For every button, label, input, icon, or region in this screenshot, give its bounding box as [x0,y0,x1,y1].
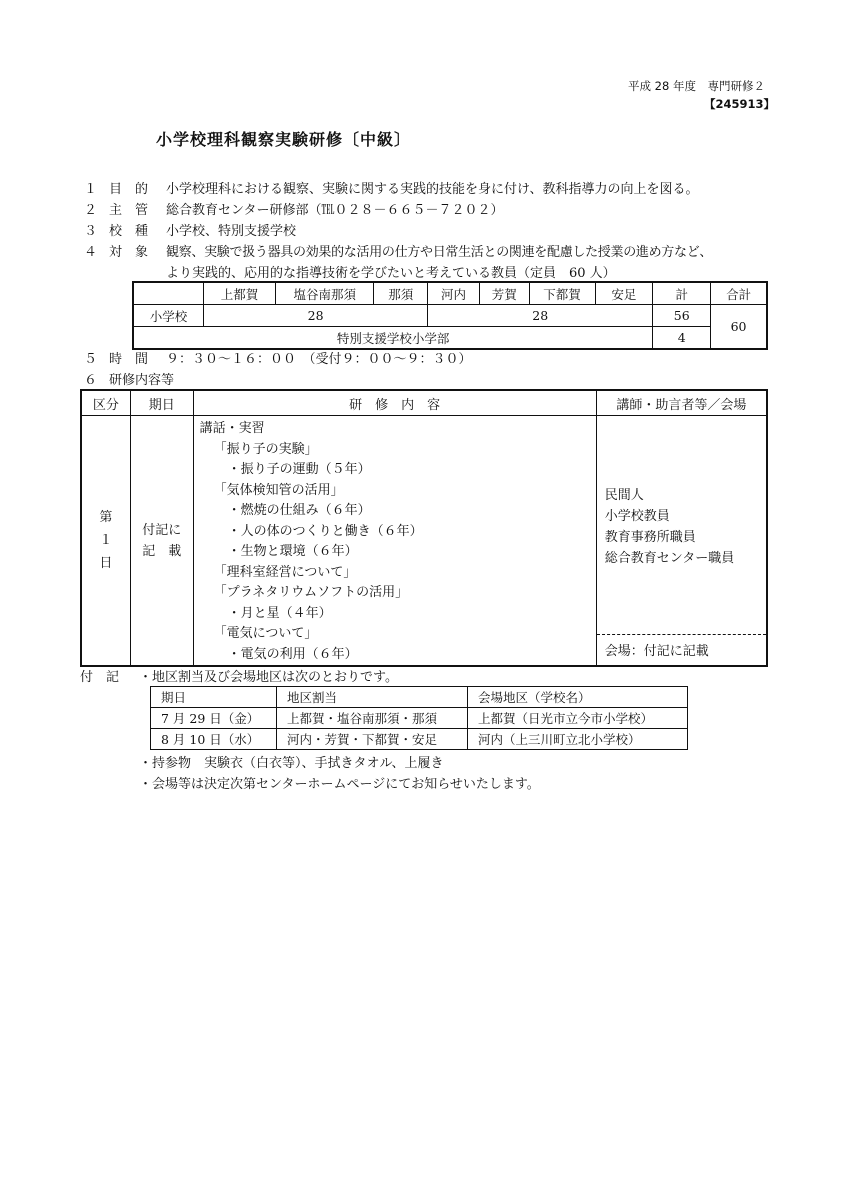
date-cell [130,416,193,667]
list-item: ・生物と環境（６年） [227,544,358,559]
section-text-line2: より実践的、応用的な指導技術を学びたいと考えている教員（定員 60 人） [166,266,616,281]
table-header: 研 修 内 容 [193,390,596,416]
table-row [151,708,688,729]
table-header: 安足 [595,282,653,305]
table-header: 塩谷南那須 [276,282,374,305]
list-item: 「振り子の実験」 [213,441,318,457]
venue-table [150,686,688,750]
fiscal-year-label: 平成 28 年度 専門研修２ [628,79,765,93]
section-label: 主 管 [109,203,149,218]
table-cell: 60 [711,305,767,350]
table-cell: 河内（上三川町立北小学校） [468,729,688,750]
lecturer-list [605,485,734,569]
section-number: ４ [84,245,98,260]
section-number: ５ [84,352,98,367]
list-item: ・人の体のつくりと働き（６年） [227,523,423,539]
list-item: ・振り子の運動（５年） [227,462,371,477]
note-item: ・会場等は決定次第センターホームページにてお知らせいたします。 [139,777,540,792]
table-cell: 上都賀・塩谷南那須・那須 [277,708,468,729]
table-header: 合計 [711,282,767,305]
table-row [151,687,688,708]
page-title: 小学校理科観察実験研修〔中級〕 [156,130,412,149]
table-header: 那須 [374,282,428,305]
section-number: １ [84,182,98,197]
lecturer-item: 教育事務所職員 [604,530,696,545]
table-row [133,282,767,305]
section-text: 小学校理科における観察、実験に関する実践的技能を身に付け、教科指導力の向上を図る。 [166,182,699,197]
schedule-table [80,389,768,667]
list-item: 「電気について」 [213,626,318,641]
section-label: 研修内容等 [109,373,175,388]
table-cell: 7 月 29 日（金） [151,708,277,729]
table-header: 区分 [81,390,130,416]
day-label-char: 第 [99,510,113,525]
date-text: 付記に [142,522,182,538]
section-label: 時 間 [109,352,149,367]
table-cell: 8 月 10 日（水） [151,729,277,750]
table-header: 計 [653,282,711,305]
list-item: 「プラネタリウムソフトの活用」 [213,585,409,600]
table-cell [133,282,204,305]
section-text: 総合教育センター研修部（℡０２８－６６５－７２０２） [166,203,504,218]
venue-text: 会場：付記に記載 [604,644,709,659]
notes-label: 付 記 [80,670,120,685]
table-cell: 56 [653,305,711,327]
section-number: ２ [84,203,98,218]
table-cell: 特別支援学校小学部 [133,327,653,350]
lecturer-item: 総合教育センター職員 [604,551,735,566]
section-label: 目 的 [109,182,149,197]
table-header: 期日 [151,687,277,708]
note-item: ・地区割当及び会場地区は次のとおりです。 [139,670,398,685]
list-item: 講話・実習 [199,421,265,436]
table-cell: 河内・芳賀・下都賀・安足 [277,729,468,750]
list-item: 「理科室経営について」 [213,564,357,580]
table-header: 上都賀 [204,282,276,305]
day-label-char: 日 [99,556,113,571]
lecturer-cell [596,416,767,667]
table-cell: 上都賀（日光市立今市小学校） [468,708,688,729]
section-label: 対 象 [109,245,149,260]
quota-table [132,281,768,350]
table-header: 期日 [130,390,193,416]
course-code: 【245913】 [704,97,776,111]
list-item: ・月と星（４年） [227,605,332,621]
table-cell: 小学校 [133,305,204,327]
table-row [133,305,767,327]
lecturer-item: 民間人 [604,488,644,503]
lecturer-item: 小学校教員 [604,509,670,524]
table-header: 地区割当 [277,687,468,708]
table-header: 講師・助言者等／会場 [596,390,767,416]
venue-divider [597,634,766,635]
section-label: 校 種 [109,224,149,239]
content-cell [193,416,596,667]
table-cell: 28 [428,305,653,327]
table-cell: 4 [653,327,711,350]
table-row [81,390,767,416]
section-text: 小学校、特別支援学校 [166,224,297,239]
table-row [133,327,767,350]
table-header: 会場地区（学校名） [468,687,688,708]
section-number: ３ [84,224,98,239]
day-label-cell [81,416,130,667]
day-label-char: １ [99,533,113,548]
list-item: 「気体検知管の活用」 [213,482,344,498]
date-text: 記 載 [142,543,182,559]
section-number: ６ [84,373,98,388]
table-header: 下都賀 [529,282,595,305]
section-text-line1: 観察、実験で扱う器具の効果的な活用の仕方や日常生活との関連を配慮した授業の進め方など、 [166,245,713,260]
table-cell: 28 [204,305,428,327]
section-text: ９：３０～１６：００ （受付９：００～９：３０） [166,352,472,367]
list-item: ・燃焼の仕組み（６年） [227,503,371,518]
table-row [81,416,767,667]
table-header: 芳賀 [479,282,529,305]
list-item: ・電気の利用（６年） [227,646,358,662]
note-item: ・持参物 実験衣（白衣等）、手拭きタオル、上履き [139,756,444,771]
table-row [151,729,688,750]
table-header: 河内 [428,282,480,305]
